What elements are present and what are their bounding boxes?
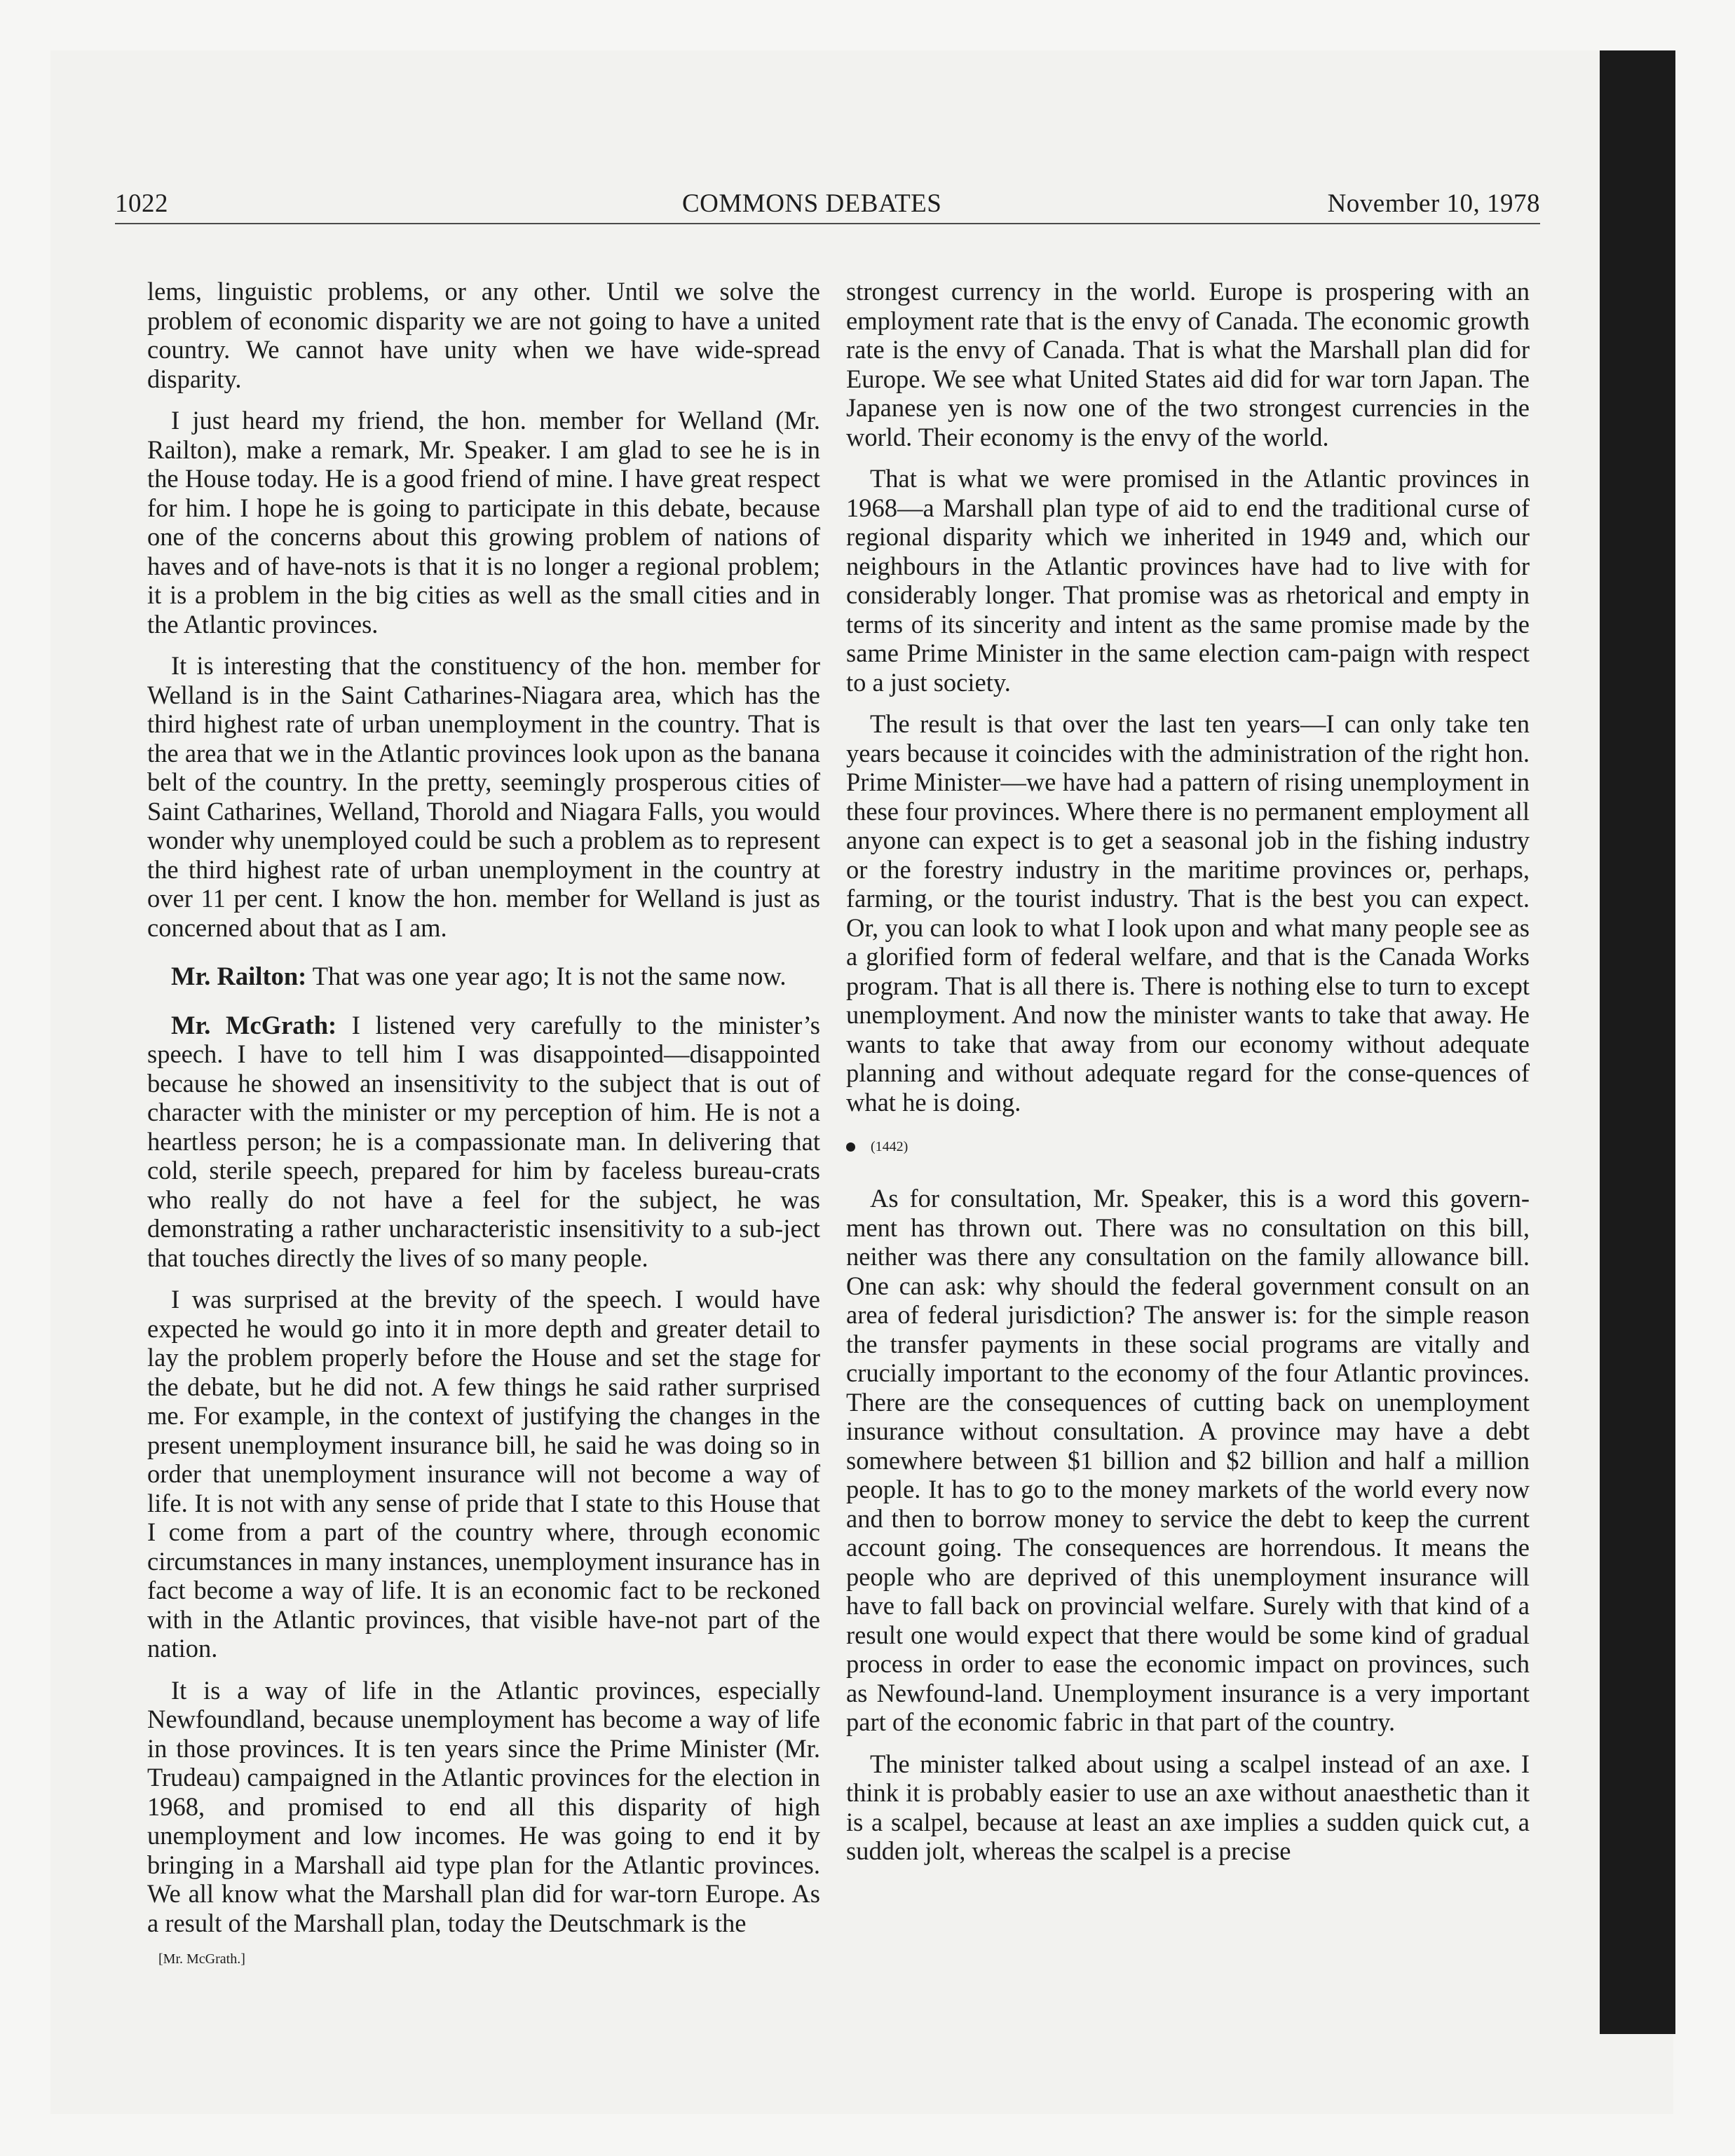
speech-text: That was one year ago; It is not the same now. — [312, 962, 787, 990]
publication-title: COMMONS DEBATES — [682, 189, 942, 218]
page-date: November 10, 1978 — [1327, 189, 1540, 218]
speech-mcgrath — [147, 1011, 820, 1273]
paragraph: The result is that over the last ten years—I can only take ten years because it coincides with the administration of the right hon. Prime Minister—we have had a pattern of rising unemployment in these four provinces. Where there is no permanent employment all anyone can expect is to get a seasonal job in the fishing industry or the forestry industry in the maritime provinces or, perhaps, farming, or the tourist industry. That is the best you can expect. Or, you can look to what I look upon and what many people see as a glorified form of federal welfare, and that is the Canada Works program. That is all there is. There is nothing else to turn to except unemployment. And now the minister wants to take that away. He wants to take that away from our economy without adequate planning and without adequate regard for the conse-quences of what he is doing. — [846, 709, 1530, 1117]
paragraph: The minister talked about using a scalpel instead of an axe. I think it is probably easier to use an axe without anaesthetic than it is a scalpel, because at least an axe implies a sudden quick cut, a sudden jolt, whereas the scalpel is a precise — [846, 1749, 1530, 1865]
paragraph: lems, linguistic problems, or any other. Until we solve the problem of economic disparity we are not going to have a united country. We cannot have unity when we have wide-spread disparity. — [147, 277, 820, 393]
page-header — [115, 174, 1540, 224]
paragraph: It is a way of life in the Atlantic provinces, especially Newfoundland, because unemployment has become a way of life in those provinces. It is ten years since the Prime Minister (Mr. Trudeau) campaigned in the Atlantic provinces for the election in 1968, and promised to end all this disparity of high unemployment and low incomes. He was going to end it by bringing in a Marshall aid type plan for the Atlantic provinces. We all know what the Marshall plan did for war-torn Europe. As a result of the Marshall plan, today the Deutschmark is the — [147, 1675, 820, 1937]
speech-railton — [147, 962, 820, 991]
paragraph: I just heard my friend, the hon. member for Welland (Mr. Railton), make a remark, Mr. Speaker. I am glad to see he is in the House today. He is a good friend of mine. I have great respect for him. I hope he is going to participate in this debate, because one of the concerns about this growing problem of nations of haves and of have-nots is that it is no longer a regional problem; it is a problem in the big cities as well as the small cities and in the Atlantic provinces. — [147, 406, 820, 639]
paragraph: strongest currency in the world. Europe is prospering with an employment rate that is the envy of Canada. The economic growth rate is the envy of Canada. That is what the Marshall plan did for Europe. We see what United States aid did for war torn Japan. The Japanese yen is now one of the two strongest currencies in the world. Their economy is the envy of the world. — [846, 277, 1530, 451]
paragraph: It is interesting that the constituency of the hon. member for Welland is in the Saint Catharines-Niagara area, which has the third highest rate of urban unemployment in the country. That is the area that we in the Atlantic provinces look upon as the banana belt of the country. In the pretty, seemingly prosperous cities of Saint Catharines, Welland, Thorold and Niagara Falls, you would wonder why unemployed could be such a problem as to represent the third highest rate of urban unemployment in the country at over 11 per cent. I know the hon. member for Welland is just as concerned about that as I am. — [147, 651, 820, 942]
right-column — [846, 277, 1530, 1878]
speaker-name: Mr. McGrath: — [171, 1010, 337, 1039]
page-number: 1022 — [115, 189, 168, 218]
paragraph: As for consultation, Mr. Speaker, this is a word this govern-ment has thrown out. There was no consultation on this bill, neither was there any consultation on the family allowance bill. One can ask: why should the federal government consult on an area of federal jurisdiction? The answer is: for the simple reason the transfer payments in these social programs are vitally and crucially important to the economy of the four Atlantic provinces. There are the consequences of cutting back on unemployment insurance without consultation. A province may have a debt somewhere between $1 billion and $2 billion and half a million people. It has to go to the money markets of the world every now and then to borrow money to service the debt to keep the current account going. The consequences are horrendous. It means the people who are deprived of this unemployment insurance will have to fall back on provincial welfare. Surely with that kind of a result one would expect that there would be some kind of gradual process in order to ease the economic impact on provinces, such as Newfound-land. Unemployment insurance is a very important part of the economic fabric in that part of the country. — [846, 1184, 1530, 1736]
speaker-name: Mr. Railton: — [171, 962, 307, 990]
paragraph: That is what we were promised in the Atlantic provinces in 1968—a Marshall plan type of aid to end the traditional curse of regional disparity which we inherited in 1949 and, which our neighbours in the Atlantic provinces have had to live with for considerably longer. That promise was as rhetorical and empty in terms of its sincerity and intent as the same promise made by the same Prime Minister in the same election cam-paign with respect to a just society. — [846, 464, 1530, 697]
time-marker — [846, 1136, 1530, 1157]
time-marker-text: (1442) — [871, 1139, 909, 1154]
bullet-icon — [846, 1142, 855, 1152]
speech-text: I listened very carefully to the minister’s speech. I have to tell him I was disappointed—disappointed because he showed an insensitivity to the subject that is out of character with the minister or my perception of him. He is not a heartless person; he is a compassionate man. In delivering that cold, sterile speech, prepared for him by faceless bureau-crats who really do not have a feel for the subject, he was demonstrating a rather uncharacteristic insensitivity to a sub-ject that touches directly the lives of so many people. — [147, 1010, 821, 1272]
left-column — [147, 277, 820, 1968]
speaker-footnote: [Mr. McGrath.] — [158, 1951, 245, 1967]
scan-edge-band — [1600, 50, 1675, 2034]
paragraph: I was surprised at the brevity of the speech. I would have expected he would go into it in more depth and greater detail to lay the problem properly before the House and set the stage for the debate, but he did not. A few things he said rather surprised me. For example, in the context of justifying the changes in the present unemployment insurance bill, he said he was doing so in order that unemployment insurance will not become a way of life. It is not with any sense of pride that I state to this House that I come from a part of the country where, through economic circumstances in many instances, unemployment insurance has in fact become a way of life. It is an economic fact to be reckoned with in the Atlantic provinces, that visible have-not part of the nation. — [147, 1285, 820, 1663]
